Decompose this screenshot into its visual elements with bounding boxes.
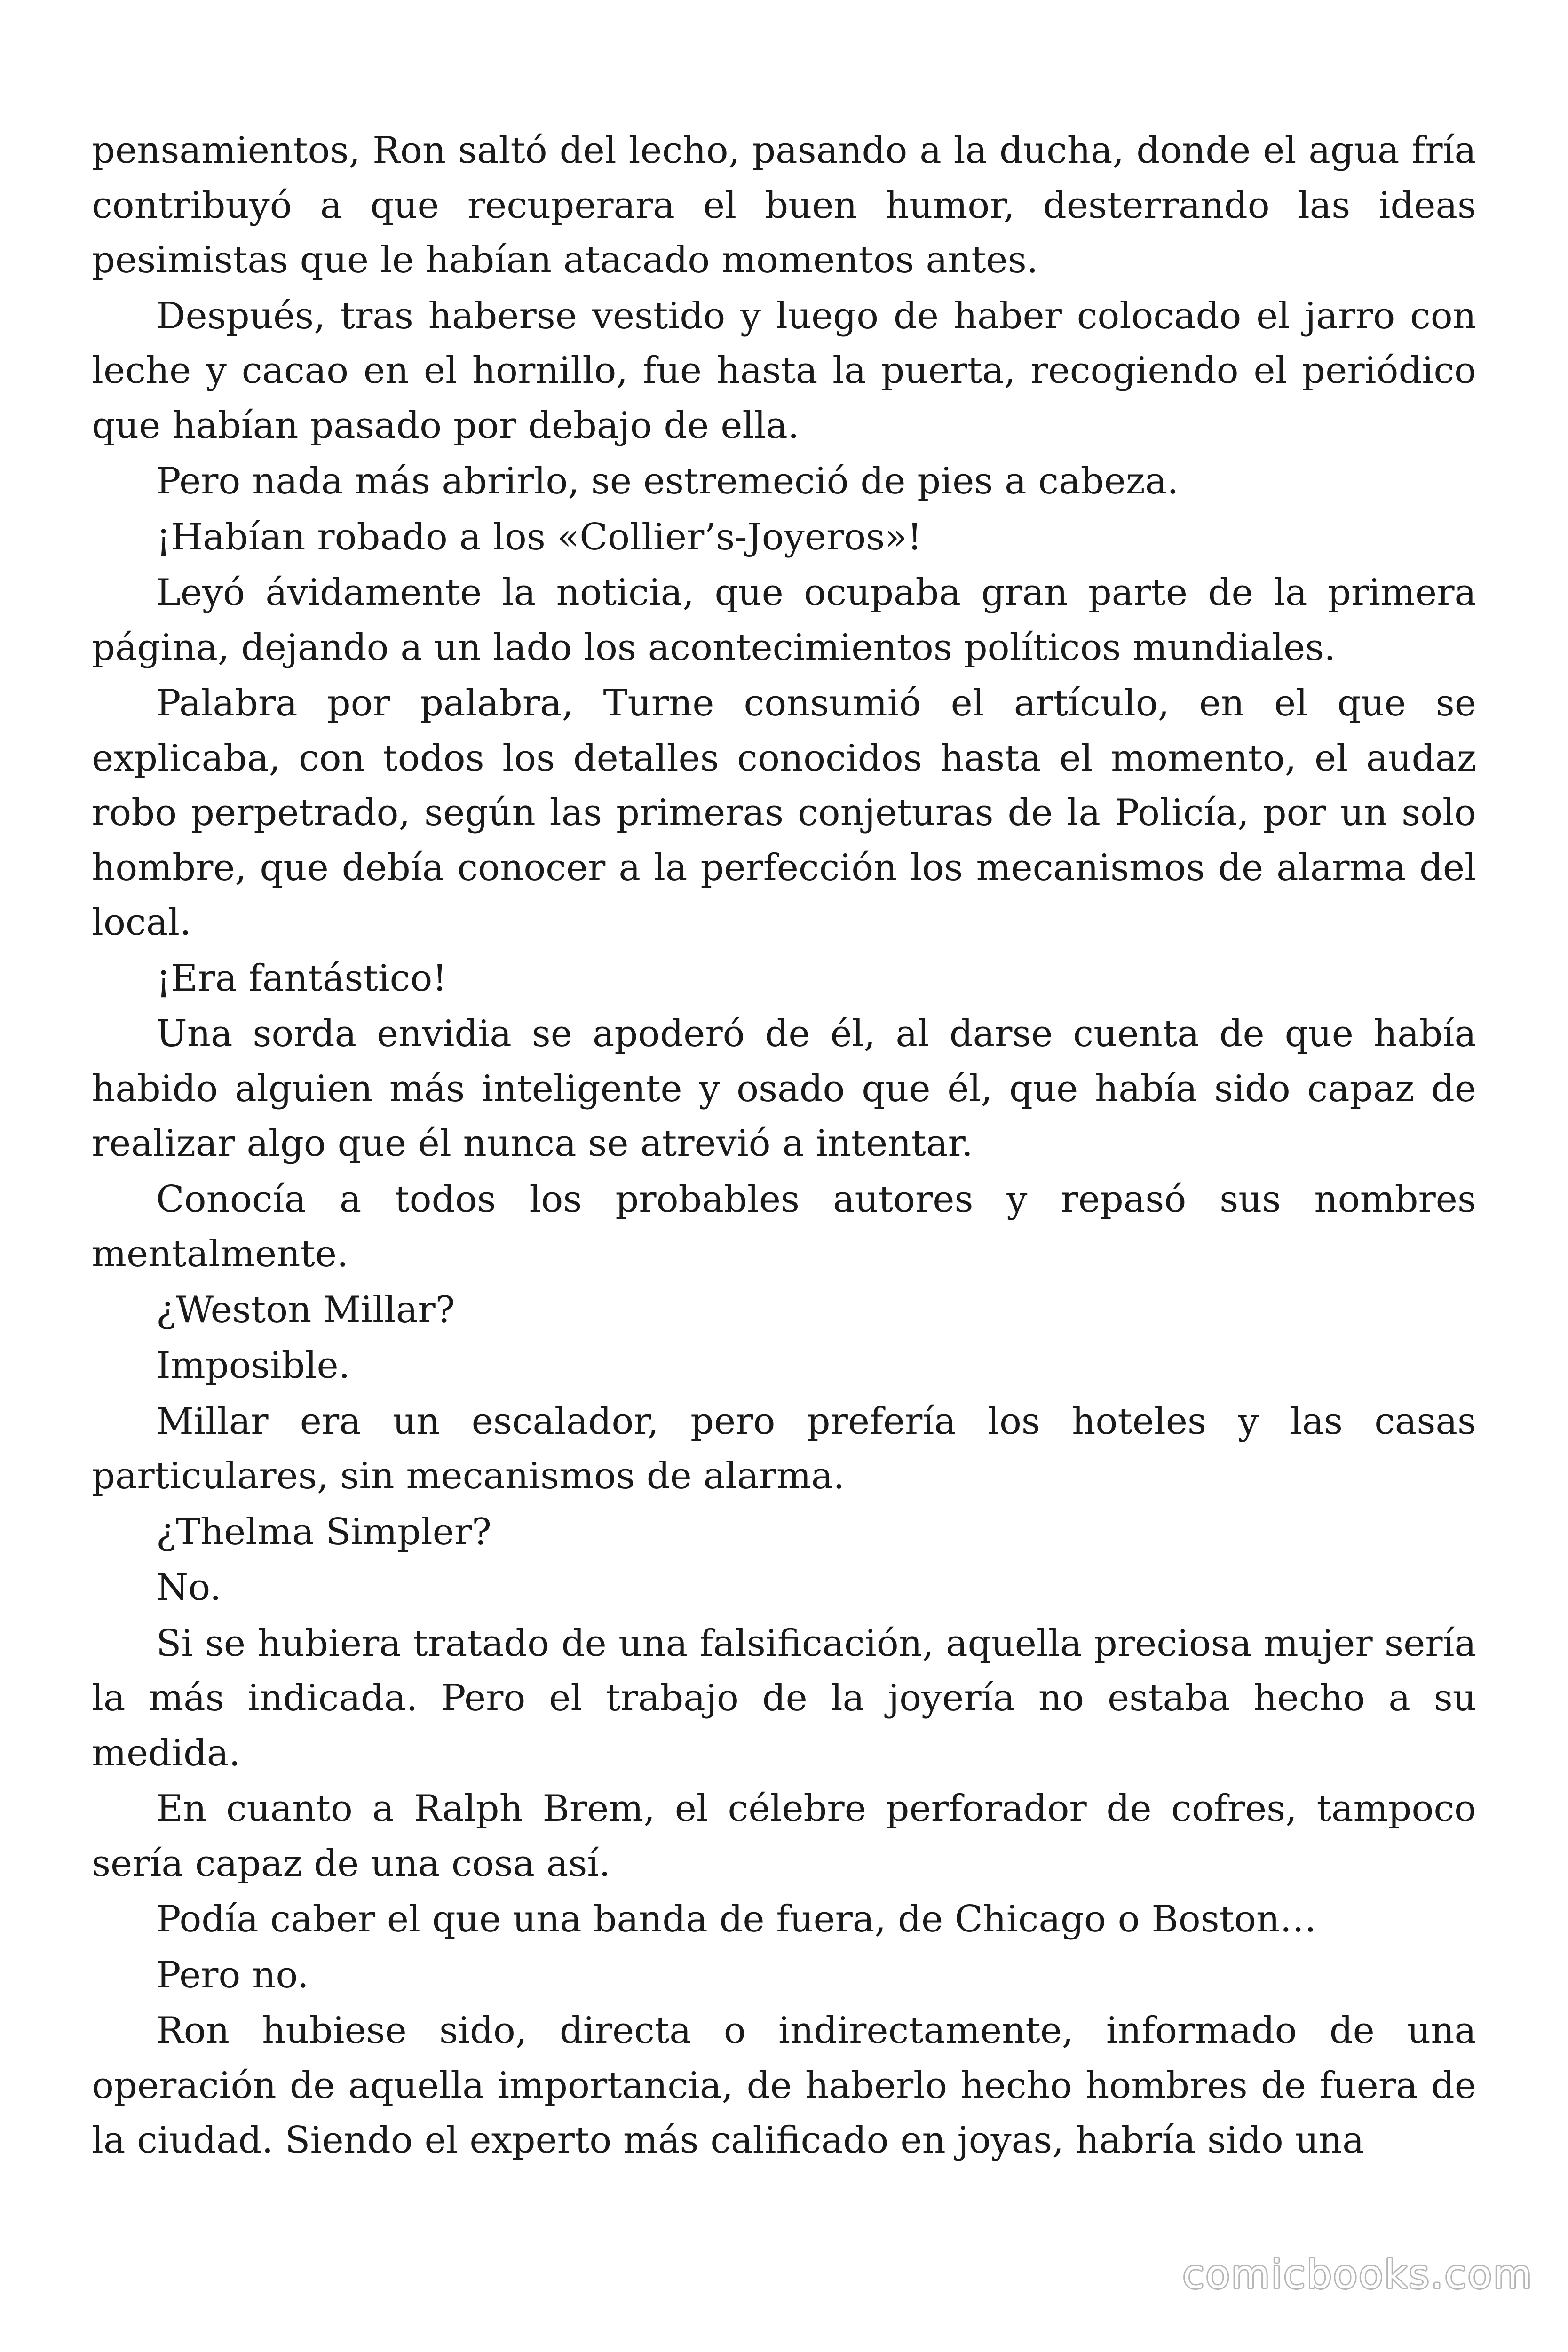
paragraph: Millar era un escalador, pero prefería los hoteles y las casas particulares, sin mecanismos de alarma. — [92, 1400, 1476, 1497]
paragraph: En cuanto a Ralph Brem, el célebre perforador de cofres, tampoco sería capaz de una cosa así. — [92, 1788, 1476, 1885]
paragraph: Pero nada más abrirlo, se estremeció de pies a cabeza. — [156, 460, 1179, 502]
paragraph: ¿Weston Millar? — [156, 1288, 455, 1331]
paragraph: ¿Thelma Simpler? — [156, 1510, 491, 1553]
paragraph: Palabra por palabra, Turne consumió el artículo, en el que se explicaba, con todos los detalles conocidos hasta el momento, el audaz robo perpetrado, según las primeras conjeturas de la Policía, por un solo hombre, que debía conocer a la perfección los mecanismos de alarma del local. — [92, 682, 1476, 944]
paragraph: Leyó ávidamente la noticia, que ocupaba gran parte de la primera página, dejando a un lado los acontecimientos políticos mundiales. — [92, 572, 1476, 669]
paragraph: Imposible. — [156, 1344, 350, 1387]
paragraph: ¡Era fantástico! — [156, 957, 447, 1000]
watermark: comicbooks.com — [1182, 2251, 1533, 2297]
paragraph: Podía caber el que una banda de fuera, de Chicago o Boston… — [156, 1898, 1317, 1940]
paragraph: pensamientos, Ron saltó del lecho, pasando a la ducha, donde el agua fría contribuyó a que recuperara el buen humor, desterrando las ideas pesimistas que le habían atacado momentos antes. — [92, 129, 1476, 281]
paragraph: Ron hubiese sido, directa o indirectamente, informado de una operación de aquella importancia, de haberlo hecho hombres de fuera de la ciudad. Siendo el experto más calificado en joyas, habría sido una — [92, 2010, 1476, 2161]
paragraph: Conocía a todos los probables autores y repasó sus nombres mentalmente. — [92, 1178, 1476, 1275]
paragraph: No. — [156, 1566, 222, 1609]
paragraph: Pero no. — [156, 1954, 309, 1996]
paragraph: Una sorda envidia se apoderó de él, al darse cuenta de que había habido alguien más inteligente y osado que él, que había sido capaz de realizar algo que él nunca se atrevió a intentar. — [92, 1013, 1476, 1165]
page-body-text — [92, 123, 1476, 2169]
paragraph: ¡Habían robado a los «Collier’s-Joyeros»! — [156, 516, 922, 558]
paragraph: Si se hubiera tratado de una falsificación, aquella preciosa mujer sería la más indicada. Pero el trabajo de la joyería no estaba hecho a su medida. — [92, 1622, 1476, 1774]
paragraph: Después, tras haberse vestido y luego de haber colocado el jarro con leche y cacao en el hornillo, fue hasta la puerta, recogiendo el periódico que habían pasado por debajo de ella. — [92, 294, 1476, 447]
